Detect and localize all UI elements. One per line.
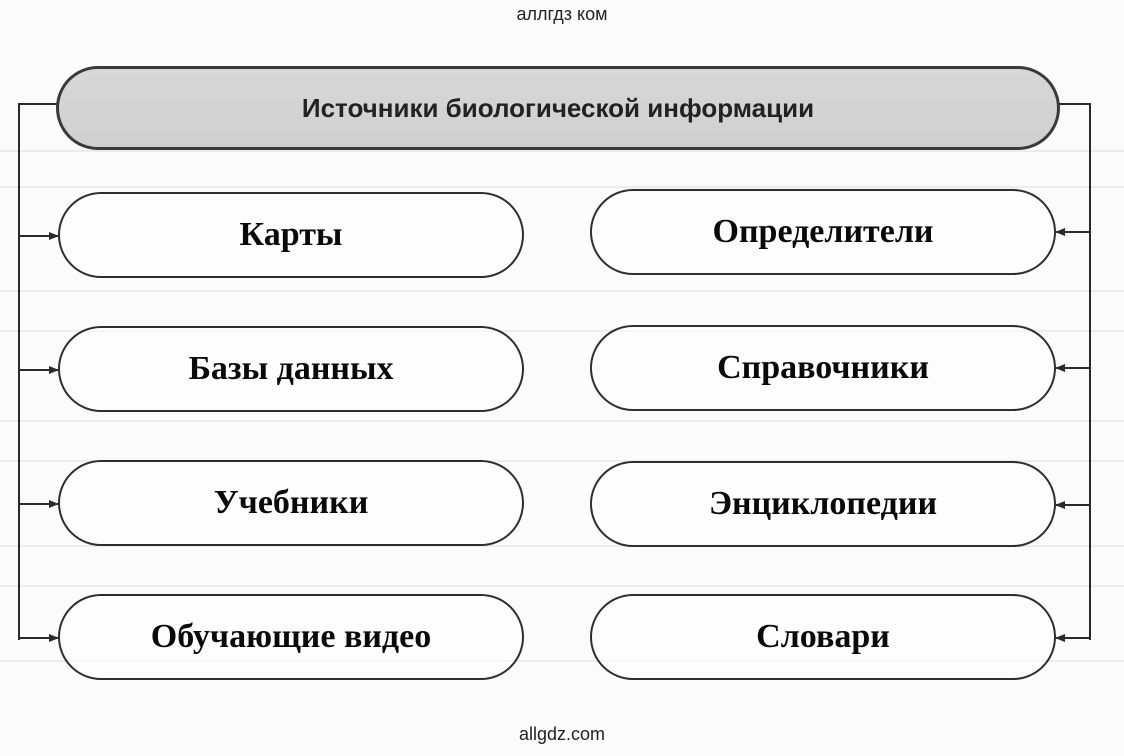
item-label: Определители xyxy=(712,213,934,250)
item-textbooks xyxy=(58,460,524,546)
item-identification-keys xyxy=(590,189,1056,275)
diagram-title: Источники биологической информации xyxy=(301,92,815,123)
item-maps xyxy=(58,192,524,278)
item-label: Обучающие видео xyxy=(150,618,432,655)
watermark-top: аллгдз ком xyxy=(516,4,608,24)
item-educational-videos xyxy=(58,594,524,680)
item-encyclopedias xyxy=(590,461,1056,547)
title-box xyxy=(56,66,1060,150)
item-label: Словари xyxy=(756,618,890,655)
item-databases xyxy=(58,326,524,412)
item-label: Учебники xyxy=(213,484,369,521)
item-label: Энциклопедии xyxy=(708,485,938,522)
item-reference-books xyxy=(590,325,1056,411)
item-label: Справочники xyxy=(717,349,929,386)
watermark-bottom: allgdz.com xyxy=(518,724,606,744)
left-bracket-line xyxy=(19,104,58,640)
item-label: Базы данных xyxy=(188,350,394,387)
right-bracket-line xyxy=(1058,104,1090,640)
item-dictionaries xyxy=(590,594,1056,680)
item-label: Карты xyxy=(239,216,343,253)
